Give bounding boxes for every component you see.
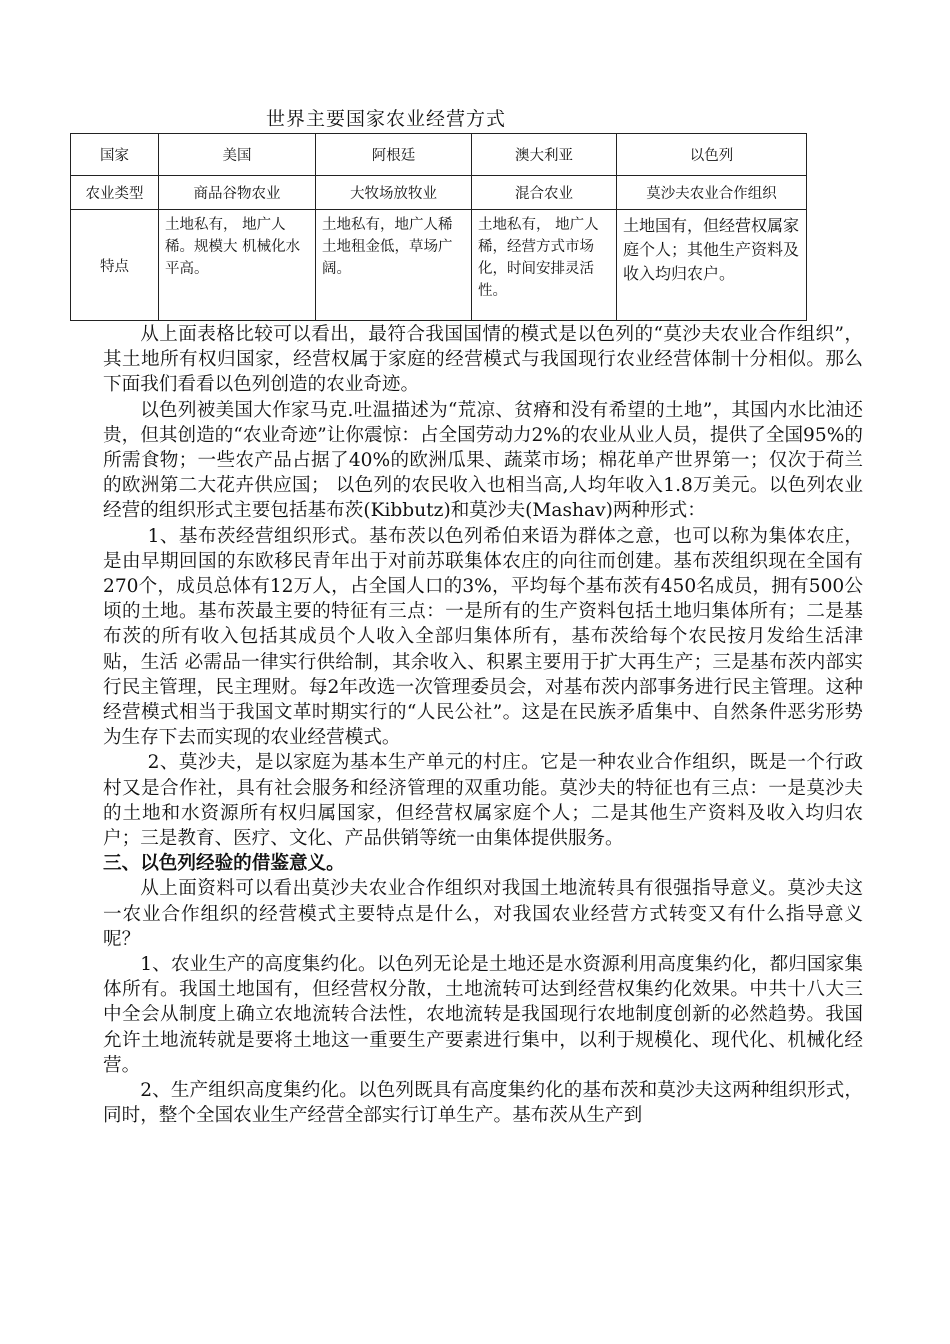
paragraph: 2、生产组织高度集约化。以色列既具有高度集约化的基布茨和莫沙夫这两种组织形式，同时，整个全国农业生产经营全部实行订单生产。基布茨从生产到 [103,1080,863,1127]
table-cell: 土地私有， 地广人稀，经营方式市场化，时间安排灵活性。 [472,210,617,321]
paragraph: 从上面表格比较可以看出，最符合我国国情的模式是以色列的“莫沙夫农业合作组织”，其土地所有权归国家，经营权属于家庭的经营模式与我国现行农业经营体制十分相似。那么下面我们看看以色列创造的农业奇迹。 [103,324,863,396]
table-row-type [71,176,807,210]
table-cell: 农业类型 [71,176,159,210]
table-cell: 土地私有，地广人稀 土地租金低，草场广阔。 [316,210,472,321]
table-header-cell: 澳大利亚 [472,134,617,176]
table-header-cell: 以色列 [617,134,807,176]
agriculture-table [70,133,807,321]
paragraph-moshav: 2、莫沙夫，是以家庭为基本生产单元的村庄。它是一种农业合作组织，既是一个行政村又是合作社，具有社会服务和经济管理的双重功能。莫沙夫的特征也有三点：一是莫沙夫的土地和水资源所有权归属国家，但经营权属家庭个人；二是其他生产资料及收入均归农户；三是教育、医疗、文化、产品供销等统一由集体提供服务。 [103,752,863,850]
table-header-cell: 阿根廷 [316,134,472,176]
body-text [103,322,863,1129]
table-title: 世界主要国家农业经营方式 [266,108,507,130]
paragraph-kibbutz: 1、基布茨经营组织形式。基布茨以色列希伯来语为群体之意，也可以称为集体农庄，是由早期回国的东欧移民青年出于对前苏联集体农庄的向往而创建。基布茨组织现在全国有270个，成员总体有12万人，占全国人口的3%，平均每个基布茨有450名成员，拥有500公顷的土地。基布茨最主要的特征有三点：一是所有的生产资料包括土地归集体所有；二是基布茨的所有收入包括其成员个人收入全部归集体所有，基布茨给每个农民按月发给生活津贴，生活 必需品一律实行供给制，其余收入、积累主要用于扩大再生产；三是基布茨内部实行民主管理，民主理财。每2年改选一次管理委员会，对基布茨内部事务进行民主管理。这种经营模式相当于我国文革时期实行的“人民公社”。这是在民族矛盾集中、自然条件恶劣形势为生存下去而实现的农业经营模式。 [103,525,863,749]
paragraph: 以色列被美国大作家马克.吐温描述为“荒凉、贫瘠和没有希望的土地”，其国内水比油还贵，但其创造的“农业奇迹”让你震惊：占全国劳动力2%的农业从业人员，提供了全国95%的所需食物；一些农产品占据了40%的欧洲瓜果、蔬菜市场；棉花单产世界第一；仅次于荷兰的欧洲第二大花卉供应国； 以色列的农民收入也相当高,人均年收入1.8万美元。以色列农业经营的组织形式主要包括基布茨(Kibbutz)和莫沙夫(Mashav)两种形式： [103,399,863,522]
paragraph: 1、农业生产的高度集约化。以色列无论是土地还是水资源利用高度集约化，都归国家集体所有。我国土地国有，但经营权分散，土地流转可达到经营权集约化效果。中共十八大三中全会从制度上确立农地流转合法性，农地流转是我国现行农地制度创新的必然趋势。我国允许土地流转就是要将土地这一重要生产要素进行集中，以利于规模化、现代化、机械化经营。 [103,954,863,1076]
paragraph: 从上面资料可以看出莫沙夫农业合作组织对我国土地流转具有很强指导意义。莫沙夫这一农业合作组织的经营模式主要特点是什么，对我国农业经营方式转变又有什么指导意义呢？ [103,878,863,950]
table-header-cell: 美国 [159,134,316,176]
table-cell: 莫沙夫农业合作组织 [617,176,807,210]
table-header-cell: 国家 [71,134,159,176]
table-cell: 商品谷物农业 [159,176,316,210]
table-cell: 特点 [71,210,159,321]
table-cell: 土地国有，但经营权属家庭个人；其他生产资料及收入均归农户。 [617,210,807,321]
section-heading: 三、以色列经验的借鉴意义。 [103,853,345,875]
table-header-row [71,134,807,176]
table-cell: 大牧场放牧业 [316,176,472,210]
table-row-features [71,210,807,321]
table-cell: 混合农业 [472,176,617,210]
table-cell: 土地私有， 地广人稀。规模大 机械化水平高。 [159,210,316,321]
